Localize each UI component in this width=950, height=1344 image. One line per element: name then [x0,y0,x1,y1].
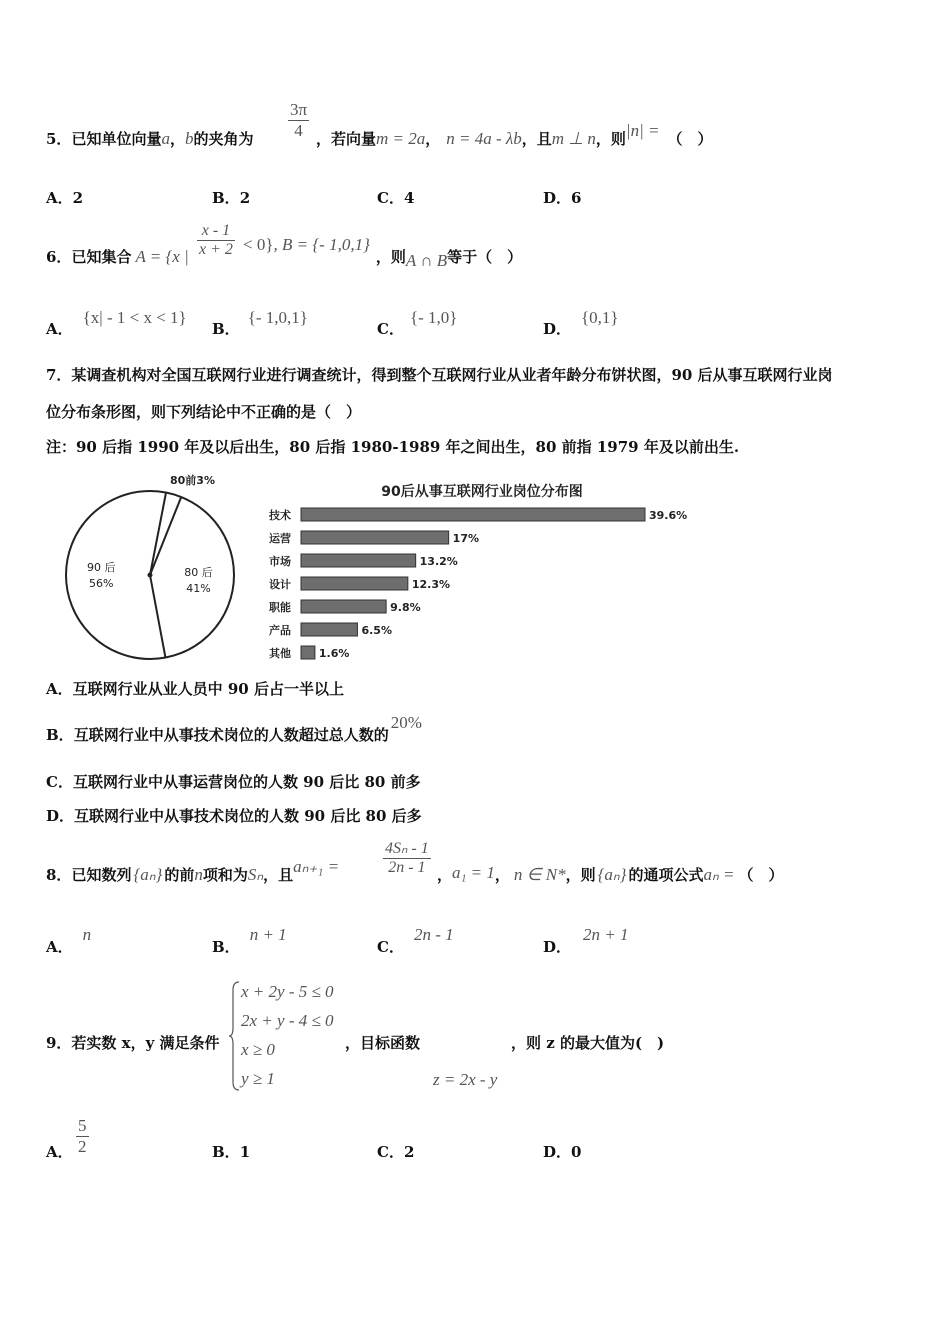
q7-figure [60,466,700,666]
pie-center [148,573,153,578]
q9-brace [228,980,240,1092]
bar-value-label-4: 9.8% [390,601,421,614]
q8-option-d[interactable]: D．2n + 1 [543,925,629,956]
q5-angle-fraction: $\frac{3\pi}{4}$ [290,100,308,140]
pie-label-90后-0: 90 后 [87,560,116,574]
bar-category-label-2: 市场 [269,555,291,568]
q8-stem: 8．已知数列 {aₙ} 的前n项和为Sₙ，且aₙ₊₁ = [46,857,340,884]
bar-category-label-0: 技术 [269,509,291,522]
q6-stem-rest: < 0}, B = {- 1,0,1}，则A ∩ B等于（ ） [243,235,523,270]
bar-category-label-1: 运营 [269,532,291,545]
bar-5 [301,623,357,636]
q9-objective: z = 2x - y [433,1070,498,1089]
q8-option-c[interactable]: C．2n - 1 [377,925,454,956]
q6-option-b[interactable]: B．{- 1,0,1} [212,308,308,338]
bar-category-label-6: 其他 [269,647,291,660]
q9-option-b[interactable]: B．1 [212,1143,251,1161]
q5-option-a[interactable]: A．2 [46,189,84,207]
q6-fraction: $\frac{x - 1}{x + 2}$ [199,222,233,258]
q6-option-a[interactable]: A．{x| - 1 < x < 1} [46,308,187,338]
q5-stem-rest: ，若向量m = 2a， n = 4a - λb，且m ⊥ n，则|n| = （ ） [316,121,713,148]
bar-value-label-5: 6.5% [361,624,392,637]
q9-option-d[interactable]: D．0 [543,1143,582,1161]
q9-option-c[interactable]: C．2 [377,1143,415,1161]
q9-option-a[interactable]: A． [46,1143,73,1161]
bar-1 [301,531,449,544]
bar-4 [301,600,386,613]
bar-6 [301,646,315,659]
q7-stem-line1: 7．某调查机构对全国互联网行业进行调查统计，得到整个互联网行业从业者年龄分布饼状图，90 后从事互联网行业岗 [46,366,833,384]
q7-option-b[interactable]: B．互联网行业中从事技术岗位的人数超过总人数的20% [46,713,422,744]
q7-option-d[interactable]: D．互联网行业中从事技术岗位的人数 90 后比 80 后多 [46,807,422,825]
bar-3 [301,577,408,590]
q9-objective-label: ，目标函数 [345,1034,421,1052]
bar-category-label-4: 职能 [269,601,291,614]
q8-stem-rest: ，a₁ = 1， n ∈ N*，则 {aₙ} 的通项公式aₙ = （ ） [437,863,784,884]
q5-stem: 5．已知单位向量a，b的夹角为 [46,129,254,148]
bar-value-label-6: 1.6% [318,647,350,660]
q7-note: 注：90 后指 1990 年及以后出生，80 后指 1980-1989 年之间出生，80 前指 1979 年及以前出生. [46,438,740,456]
bar-category-label-3: 设计 [269,578,291,591]
q7-option-c[interactable]: C．互联网行业中从事运营岗位的人数 90 后比 80 前多 [46,773,421,791]
q8-fraction: $\frac{\text{4Sₙ - 1}}{2n - 1}$ [385,840,429,876]
bar-chart-title: 90后从事互联网行业岗位分布图 [381,484,583,500]
q6-stem: 6．已知集合 A = {x | [46,247,189,266]
q5-option-c[interactable]: C．4 [377,189,415,207]
bar-value-label-2: 13.2% [419,555,458,568]
q6-option-c[interactable]: C．{- 1,0} [377,308,458,338]
pie-label-80后-0: 80 后 [184,565,213,579]
pie-label-90后-1: 56% [89,576,114,590]
bar-category-label-5: 产品 [269,624,291,637]
bar-value-label-0: 39.6% [649,509,688,522]
bar-value-label-1: 17% [452,532,480,545]
q7-option-a[interactable]: A．互联网行业从业人员中 90 后占一半以上 [46,680,344,698]
q5-option-b[interactable]: B．2 [212,189,251,207]
q5-number: 5． [46,130,72,148]
age-pie-chart [66,473,234,659]
bar-0 [301,508,645,521]
q5-option-d[interactable]: D．6 [543,189,582,207]
q9-question: ，则 z 的最大值为( ) [511,1034,665,1052]
q9-stem: 9．若实数 x，y 满足条件 [46,1034,220,1052]
q8-option-b[interactable]: B．n + 1 [212,925,287,956]
q7-stem-line2: 位分布条形图，则下列结论中不正确的是（ ） [46,403,362,421]
pie-label-80前: 80前3% [170,474,215,487]
q6-number: 6． [46,248,72,266]
q9-system: x + 2y - 5 ≤ 0 2x + y - 4 ≤ 0 x ≥ 0 y ≥ 1 [241,982,334,1088]
q8-number: 8． [46,866,72,884]
q6-option-d[interactable]: D．{0,1} [543,308,619,338]
q8-option-a[interactable]: A．n [46,925,92,956]
bar-2 [301,554,416,567]
job-bar-chart [268,483,687,660]
bar-value-label-3: 12.3% [411,578,451,591]
q9-option-a-fraction: $\frac{5}{2}$ [78,1116,87,1156]
pie-label-80后-1: 41% [186,581,211,595]
